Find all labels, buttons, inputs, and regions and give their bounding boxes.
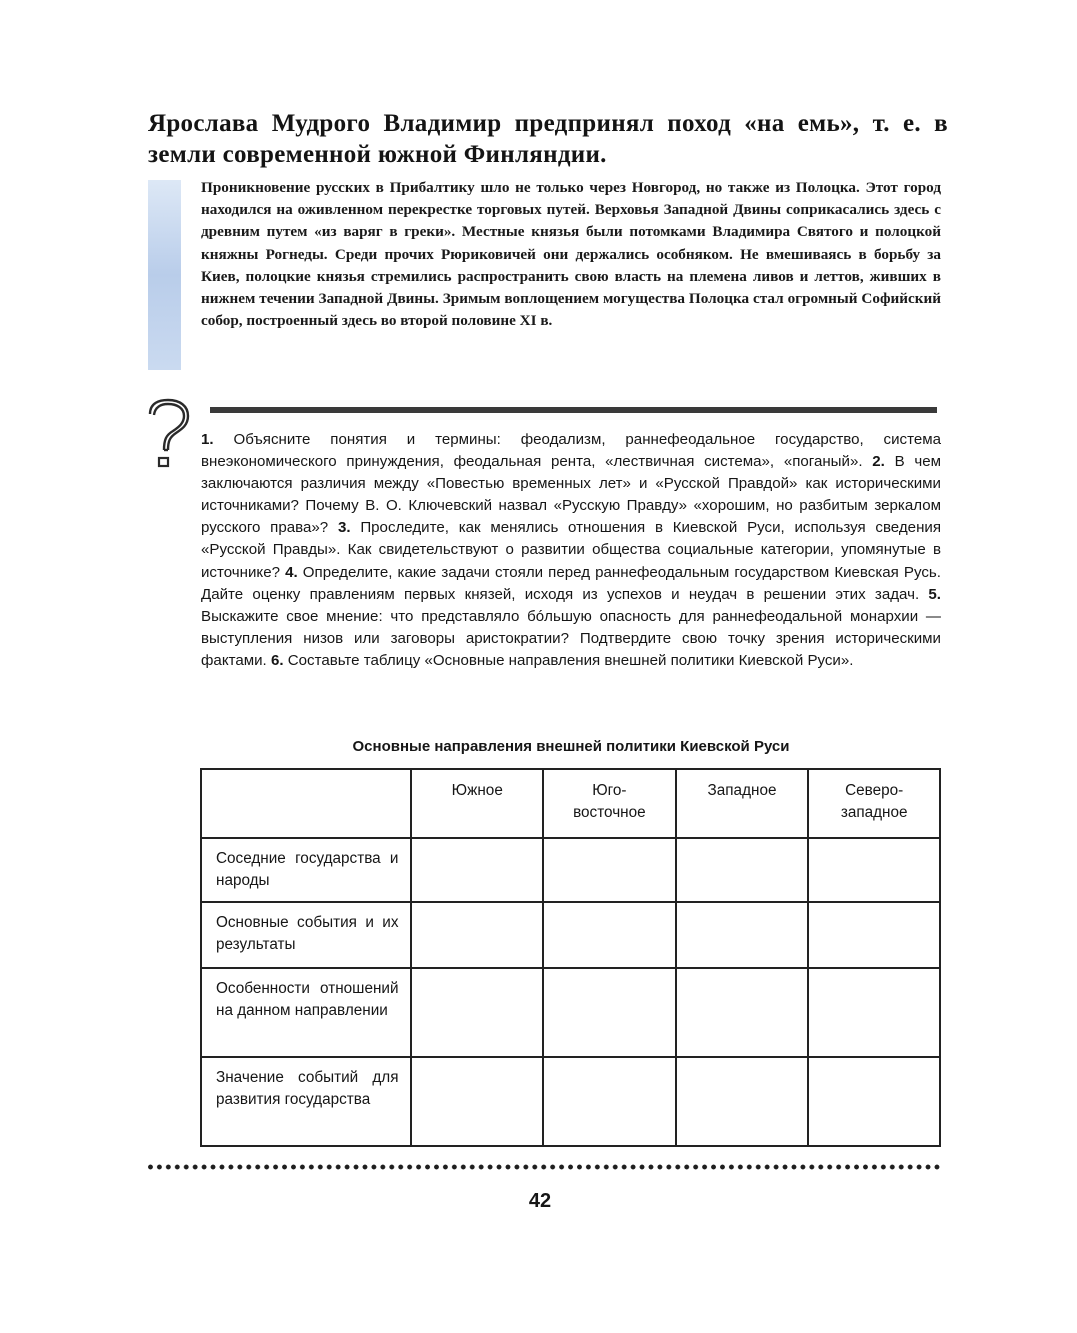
column-header: Западное	[676, 769, 809, 838]
empty-cell[interactable]	[808, 902, 940, 968]
empty-cell[interactable]	[808, 968, 940, 1057]
table-row	[201, 902, 940, 968]
empty-cell[interactable]	[676, 838, 809, 902]
column-header: Северо- западное	[808, 769, 940, 838]
intro-paragraph: Ярослава Мудрого Владимир предпринял поход «на емь», т. е. в земли современной южной Финляндии.	[148, 110, 948, 168]
questions-rule	[210, 407, 937, 413]
questions-block	[201, 429, 941, 672]
table-header-row	[201, 769, 940, 838]
question-mark-icon	[144, 398, 196, 470]
extra-reading-paragraph: Проникновение русских в Прибалтику шло не только через Новгород, но также из Полоцка. Этот город находился на оживленном перекрестке торговых путей. Верховья Западной Двины соприкасались здесь с древним путем «из варяг в греки». Местные князья были потомками Владимира Святого и полоцкой княжны Рогнеды. Среди прочих Рюриковичей они держались особняком. Не вмешиваясь в борьбу за Киев, полоцкие князья стремились распространить свою власть на племена ливов и леттов, живших в нижнем течении Западной Двины. Зримым воплощением могущества Полоцка стал огромный Софийский собор, построенный здесь во второй половине XI в.	[201, 179, 941, 330]
question-number: 5.	[928, 585, 941, 603]
empty-cell[interactable]	[543, 968, 676, 1057]
question-number: 3.	[337, 519, 351, 537]
row-header: Значение событий для развития государства	[201, 1057, 411, 1146]
column-header: Юго- восточное	[543, 769, 676, 838]
empty-cell[interactable]	[411, 1057, 543, 1146]
empty-cell[interactable]	[808, 838, 940, 902]
question-text: Составьте таблицу «Основные направления внешней политики Киевской Руси».	[287, 651, 854, 669]
row-header: Основные события и их результаты	[201, 902, 411, 968]
empty-cell[interactable]	[808, 1057, 940, 1146]
table-title: Основные направления внешней политики Киевской Руси	[352, 738, 790, 755]
row-header: Особенности отношений на данном направлении	[201, 968, 411, 1057]
table-row	[201, 1057, 940, 1146]
table-row	[201, 968, 940, 1057]
page-number: 42	[528, 1190, 552, 1212]
empty-cell[interactable]	[543, 1057, 676, 1146]
question-text: Определите, какие задачи стояли перед раннефеодальным государством Киевская Русь. Дайте оценку правлениям первых князей, исходя из успехов и неудач в решении этих задач.	[201, 563, 941, 603]
dotted-divider	[146, 1163, 940, 1171]
question-text: Выскажите свое мнение: что представляло бóльшую опасность для раннефеодальной монархии — выступления низов или заговоры аристократии? Подтвердите свою точку зрения историческими фактами.	[201, 607, 941, 669]
table-row	[201, 838, 940, 902]
empty-cell[interactable]	[676, 968, 809, 1057]
question-text: Объясните понятия и термины: феодализм, раннефеодальное государство, система внеэкономического принуждения, феодальная рента, «лествичная система», «поганый».	[201, 431, 941, 471]
empty-cell[interactable]	[411, 838, 543, 902]
empty-cell[interactable]	[543, 902, 676, 968]
empty-cell[interactable]	[676, 1057, 809, 1146]
question-text: В чем заключаются различия между «Повестью временных лет» и «Русской Правдой» как историческими источниками? Почему В. О. Ключевский назвал «Русскую Правду» «хорошим, но разбитым зеркалом русского права»?	[201, 453, 942, 537]
question-number: 1.	[201, 431, 214, 448]
question-number: 4.	[285, 563, 298, 581]
question-number: 2.	[872, 453, 885, 471]
column-header: Южное	[411, 769, 543, 838]
question-text: Проследите, как менялись отношения в Киевской Руси, используя сведения «Русской Правды». Как свидетельствуют о развитии общества социальные категории, упомянутые в источнике?	[201, 519, 942, 581]
empty-cell[interactable]	[676, 902, 809, 968]
question-number: 6.	[270, 651, 284, 669]
foreign-policy-table	[200, 768, 941, 1147]
table-corner-cell	[201, 769, 411, 838]
empty-cell[interactable]	[411, 968, 543, 1057]
empty-cell[interactable]	[411, 902, 543, 968]
row-header: Соседние государства и народы	[201, 838, 411, 902]
sidebar-highlight-bar	[148, 180, 181, 370]
empty-cell[interactable]	[543, 838, 676, 902]
